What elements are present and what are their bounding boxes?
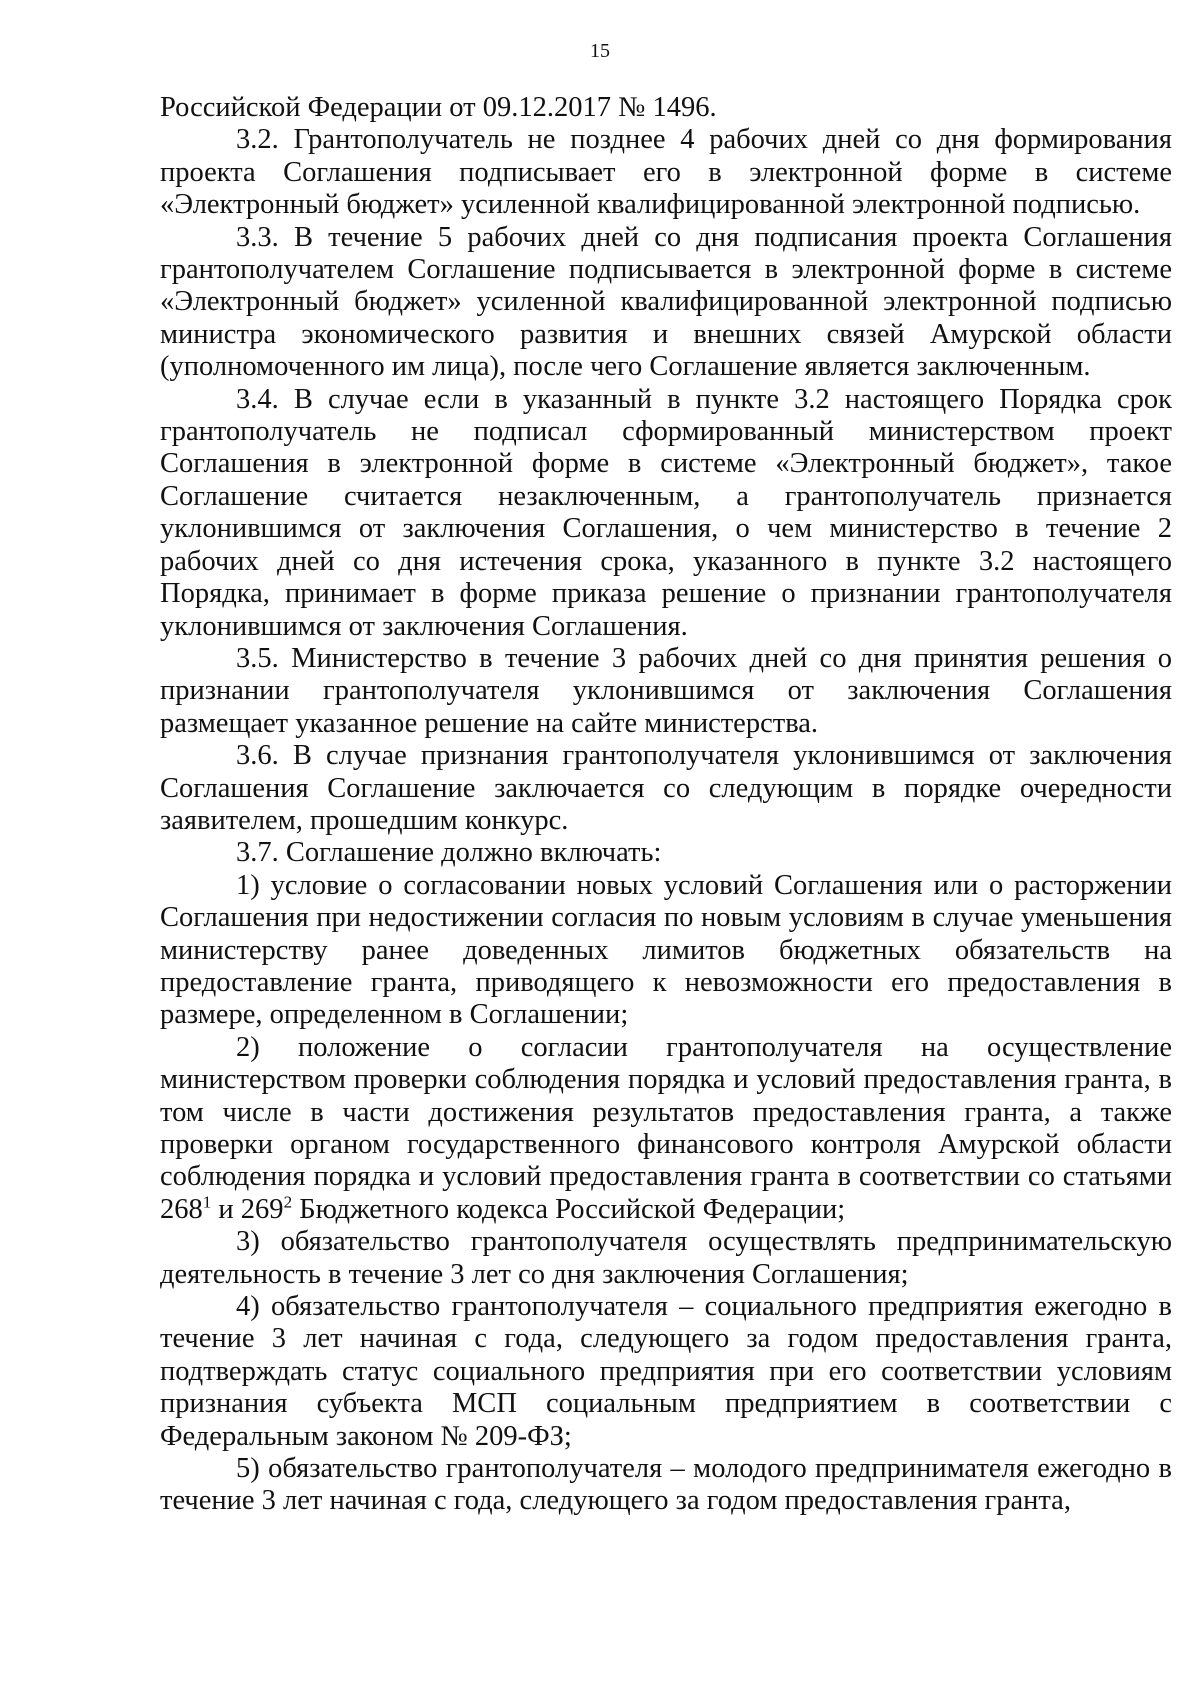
list-item-4: 4) обязательство грантополучателя – социального предприятия ежегодно в течение 3 лет начиная с года, следующего за годом предоставления гранта, подтверждать статус социального предприятия при его соответствии условиям признания субъекта МСП социальным предприятием в соответствии с Федеральным законом № 209-ФЗ; — [160, 1291, 1172, 1452]
paragraph-3-6: 3.6. В случае признания грантополучателя уклонившимся от заключения Соглашения Соглашение заключается со следующим в порядке очередности заявителем, прошедшим конкурс. — [160, 740, 1172, 836]
list-item-2-end: Бюджетного кодекса Российской Федерации; — [292, 1193, 846, 1225]
paragraph-3-4: 3.4. В случае если в указанный в пункте 3.2 настоящего Порядка срок грантополучатель не подписал сформированный министерством проект Соглашения в электронной форме в системе «Электронный бюджет», такое Соглашение считается незаключенным, а грантополучатель признается уклонившимся от заключения Соглашения, о чем министерство в течение 2 рабочих дней со дня истечения срока, указанного в пункте 3.2 настоящего Порядка, принимает в форме приказа решение о признании грантополучателя уклонившимся от заключения Соглашения. — [160, 383, 1172, 642]
paragraph-continuation: Российской Федерации от 09.12.2017 № 1496. — [160, 92, 717, 123]
document-body — [160, 92, 1172, 1518]
list-item-2-middle: и 269 — [211, 1193, 284, 1225]
paragraph-3-2: 3.2. Грантополучатель не позднее 4 рабочих дней со дня формирования проекта Соглашения подписывает его в электронной форме в системе «Электронный бюджет» усиленной квалифицированной электронной подписью. — [160, 124, 1172, 221]
paragraph-3-7: 3.7. Соглашение должно включать: — [236, 837, 662, 869]
paragraph-3-5: 3.5. Министерство в течение 3 рабочих дней со дня принятия решения о признании грантополучателя уклонившимся от заключения Соглашения размещает указанное решение на сайте министерства. — [160, 642, 1172, 739]
list-item-2-text: 2) положение о согласии грантополучателя на осуществление министерством проверки соблюдения порядка и условий предоставления гранта, в том числе в части достижения результатов предоставления гранта, а также проверки органом государственного финансового контроля Амурской области соблюдения порядка и условий предоставления гранта в соответствии со статьями 268 — [160, 1031, 1172, 1225]
list-item-2 — [160, 1032, 1172, 1226]
paragraph-3-3: 3.3. В течение 5 рабочих дней со дня подписания проекта Соглашения грантополучателем Соглашение подписывается в электронной форме в системе «Электронный бюджет» усиленной квалифицированной электронной подписью министра экономического развития и внешних связей Амурской области (уполномоченного им лица), после чего Соглашение является заключенным. — [160, 221, 1172, 383]
list-item-5: 5) обязательство грантополучателя – молодого предпринимателя ежегодно в течение 3 лет начиная с года, следующего за годом предоставления гранта, — [160, 1453, 1172, 1517]
superscript-1: 1 — [202, 1192, 212, 1212]
list-item-1: 1) условие о согласовании новых условий Соглашения или о расторжении Соглашения при недостижении согласия по новым условиям в случае уменьшения министерству ранее доведенных лимитов бюджетных обязательств на предоставление гранта, приводящего к невозможности его предоставления в размере, определенном в Соглашении; — [160, 869, 1172, 1031]
superscript-2: 2 — [283, 1192, 293, 1212]
list-item-3: 3) обязательство грантополучателя осуществлять предпринимательскую деятельность в течение 3 лет со дня заключения Соглашения; — [160, 1226, 1172, 1290]
page-number: 15 — [590, 40, 610, 62]
